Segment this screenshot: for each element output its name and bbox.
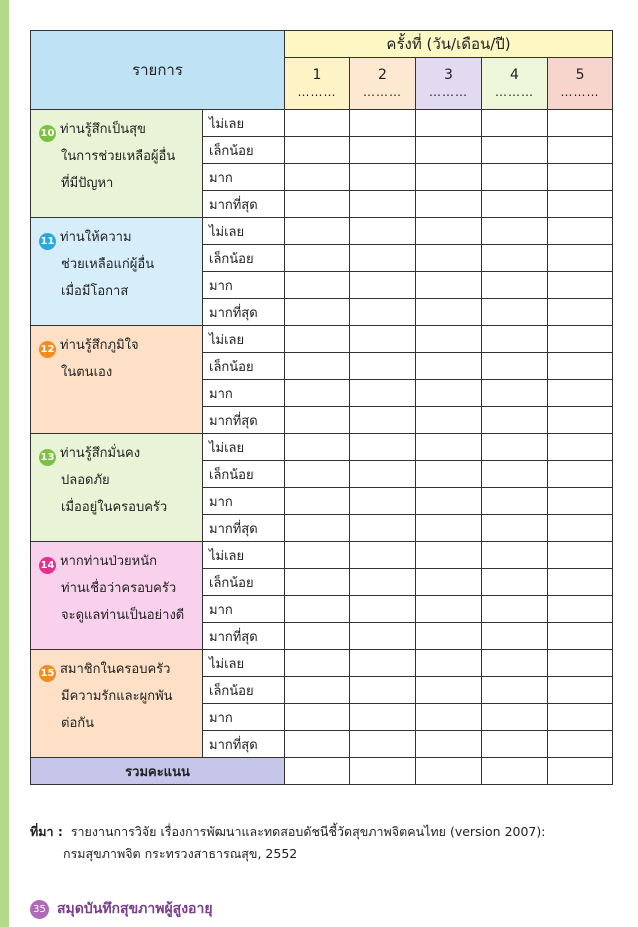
score-cell[interactable] xyxy=(482,191,548,218)
score-cell[interactable] xyxy=(350,704,416,731)
total-cell[interactable] xyxy=(285,758,350,785)
score-cell[interactable] xyxy=(350,677,416,704)
score-cell[interactable] xyxy=(482,299,548,326)
score-cell[interactable] xyxy=(548,191,613,218)
score-cell[interactable] xyxy=(350,245,416,272)
score-cell[interactable] xyxy=(416,731,482,758)
score-cell[interactable] xyxy=(416,299,482,326)
score-cell[interactable] xyxy=(350,434,416,461)
score-cell[interactable] xyxy=(482,110,548,137)
level-label: ไม่เลย xyxy=(203,434,285,461)
score-cell[interactable] xyxy=(548,434,613,461)
level-label: มาก xyxy=(203,704,285,731)
source-label: ที่มา : xyxy=(30,824,63,839)
item-text-line xyxy=(39,656,196,683)
score-cell[interactable] xyxy=(482,326,548,353)
score-cell[interactable] xyxy=(482,380,548,407)
score-cell[interactable] xyxy=(482,218,548,245)
score-cell[interactable] xyxy=(482,515,548,542)
left-decorative-strip xyxy=(0,0,9,927)
table-row xyxy=(31,326,613,353)
item-text-line: ที่มีปัญหา xyxy=(61,176,114,191)
score-cell[interactable] xyxy=(350,137,416,164)
item-10 xyxy=(31,110,203,218)
score-cell[interactable] xyxy=(285,461,350,488)
level-label: ไม่เลย xyxy=(203,326,285,353)
item-12 xyxy=(31,326,203,434)
total-row xyxy=(31,758,613,785)
score-cell[interactable] xyxy=(482,245,548,272)
score-cell[interactable] xyxy=(482,434,548,461)
score-cell[interactable] xyxy=(285,569,350,596)
table-row xyxy=(31,650,613,677)
score-cell[interactable] xyxy=(350,596,416,623)
score-cell[interactable] xyxy=(350,542,416,569)
item-text-line: ท่านเชื่อว่าครอบครัว xyxy=(61,581,177,596)
score-cell[interactable] xyxy=(285,650,350,677)
item-text: สมาชิกในครอบครัว xyxy=(60,662,171,677)
item-14 xyxy=(31,542,203,650)
level-label: มากที่สุด xyxy=(203,191,285,218)
score-cell[interactable] xyxy=(416,704,482,731)
score-cell[interactable] xyxy=(285,704,350,731)
score-cell[interactable] xyxy=(285,110,350,137)
score-cell[interactable] xyxy=(350,326,416,353)
level-label: เล็กน้อย xyxy=(203,353,285,380)
item-header: รายการ xyxy=(31,31,285,110)
score-cell[interactable] xyxy=(548,353,613,380)
score-cell[interactable] xyxy=(416,623,482,650)
score-cell[interactable] xyxy=(548,110,613,137)
score-cell[interactable] xyxy=(482,704,548,731)
item-text: ท่านรู้สึกมั่นคง xyxy=(60,446,141,461)
table-row xyxy=(31,434,613,461)
level-label: มาก xyxy=(203,596,285,623)
item-text-line xyxy=(39,116,196,143)
score-cell[interactable] xyxy=(350,515,416,542)
item-text-line: ช่วยเหลือแก่ผู้อื่น xyxy=(61,257,155,272)
score-cell[interactable] xyxy=(416,110,482,137)
score-cell[interactable] xyxy=(416,245,482,272)
score-cell[interactable] xyxy=(285,488,350,515)
total-cell[interactable] xyxy=(482,758,548,785)
score-cell[interactable] xyxy=(350,191,416,218)
score-cell[interactable] xyxy=(285,542,350,569)
score-cell[interactable] xyxy=(416,677,482,704)
score-cell[interactable] xyxy=(416,650,482,677)
score-cell[interactable] xyxy=(482,596,548,623)
score-cell[interactable] xyxy=(350,461,416,488)
total-cell[interactable] xyxy=(416,758,482,785)
item-text-line: ในตนเอง xyxy=(61,365,113,380)
item-number-badge: 13 xyxy=(39,449,56,466)
table-row xyxy=(31,542,613,569)
item-text-line xyxy=(39,332,196,359)
total-label: รวมคะแนน xyxy=(31,758,285,785)
score-cell[interactable] xyxy=(548,677,613,704)
score-cell[interactable] xyxy=(350,650,416,677)
score-cell[interactable] xyxy=(416,137,482,164)
score-cell[interactable] xyxy=(482,137,548,164)
level-label: มาก xyxy=(203,272,285,299)
score-cell[interactable] xyxy=(416,326,482,353)
score-cell[interactable] xyxy=(548,299,613,326)
assessment-table xyxy=(30,30,613,785)
item-text-line xyxy=(39,440,196,467)
score-cell[interactable] xyxy=(285,218,350,245)
table-row xyxy=(31,218,613,245)
score-cell[interactable] xyxy=(482,272,548,299)
score-cell[interactable] xyxy=(285,137,350,164)
score-cell[interactable] xyxy=(416,380,482,407)
item-text: ท่านให้ความ xyxy=(60,230,132,245)
level-label: ไม่เลย xyxy=(203,218,285,245)
score-cell[interactable] xyxy=(548,542,613,569)
score-cell[interactable] xyxy=(482,542,548,569)
score-cell[interactable] xyxy=(416,542,482,569)
item-text: หากท่านป่วยหนัก xyxy=(60,554,157,569)
item-text: ท่านรู้สึกภูมิใจ xyxy=(60,338,139,353)
level-label: มากที่สุด xyxy=(203,407,285,434)
score-cell[interactable] xyxy=(548,650,613,677)
score-cell[interactable] xyxy=(350,272,416,299)
item-13 xyxy=(31,434,203,542)
score-cell[interactable] xyxy=(416,191,482,218)
column-3-header: 3 ……… xyxy=(416,58,482,110)
score-cell[interactable] xyxy=(548,164,613,191)
level-label: ไม่เลย xyxy=(203,110,285,137)
score-cell[interactable] xyxy=(482,650,548,677)
level-label: มาก xyxy=(203,164,285,191)
level-label: มากที่สุด xyxy=(203,731,285,758)
source-note xyxy=(30,821,620,865)
item-text-line: มีความรักและผูกพัน xyxy=(61,689,173,704)
score-cell[interactable] xyxy=(285,515,350,542)
source-line-1: รายงานการวิจัย เรื่องการพัฒนาและทดสอบดัชนีชี้วัดสุขภาพจิตคนไทย (version 2007): xyxy=(70,824,546,839)
level-label: มากที่สุด xyxy=(203,623,285,650)
score-cell[interactable] xyxy=(482,731,548,758)
score-cell[interactable] xyxy=(285,245,350,272)
score-cell[interactable] xyxy=(285,677,350,704)
item-15 xyxy=(31,650,203,758)
score-cell[interactable] xyxy=(350,488,416,515)
source-line-2: กรมสุขภาพจิต กระทรวงสาธารณสุข, 2552 xyxy=(63,846,298,861)
page-footer xyxy=(30,898,213,920)
score-cell[interactable] xyxy=(548,461,613,488)
level-label: เล็กน้อย xyxy=(203,137,285,164)
score-cell[interactable] xyxy=(285,407,350,434)
score-cell[interactable] xyxy=(350,623,416,650)
level-label: มาก xyxy=(203,380,285,407)
score-cell[interactable] xyxy=(350,110,416,137)
score-cell[interactable] xyxy=(285,731,350,758)
item-text-line: จะดูแลท่านเป็นอย่างดี xyxy=(61,608,185,623)
score-cell[interactable] xyxy=(350,407,416,434)
total-cell[interactable] xyxy=(350,758,416,785)
level-label: มากที่สุด xyxy=(203,299,285,326)
score-cell[interactable] xyxy=(285,434,350,461)
score-cell[interactable] xyxy=(416,596,482,623)
score-cell[interactable] xyxy=(548,623,613,650)
score-cell[interactable] xyxy=(350,731,416,758)
score-cell[interactable] xyxy=(285,164,350,191)
score-cell[interactable] xyxy=(285,596,350,623)
score-cell[interactable] xyxy=(482,164,548,191)
score-cell[interactable] xyxy=(416,488,482,515)
item-11 xyxy=(31,218,203,326)
score-cell[interactable] xyxy=(548,245,613,272)
times-header: ครั้งที่ (วัน/เดือน/ปี) xyxy=(285,31,613,58)
score-cell[interactable] xyxy=(482,623,548,650)
item-text-line: ต่อกัน xyxy=(61,716,95,731)
score-cell[interactable] xyxy=(548,218,613,245)
column-4-header: 4 ……… xyxy=(482,58,548,110)
score-cell[interactable] xyxy=(416,569,482,596)
score-cell[interactable] xyxy=(548,380,613,407)
score-cell[interactable] xyxy=(350,299,416,326)
level-label: มาก xyxy=(203,488,285,515)
item-text: ท่านรู้สึกเป็นสุข xyxy=(60,122,146,137)
score-cell[interactable] xyxy=(482,353,548,380)
score-cell[interactable] xyxy=(416,461,482,488)
level-label: เล็กน้อย xyxy=(203,245,285,272)
item-text-line: ในการช่วยเหลือผู้อื่น xyxy=(61,149,176,164)
score-cell[interactable] xyxy=(548,569,613,596)
score-cell[interactable] xyxy=(548,515,613,542)
score-cell[interactable] xyxy=(548,731,613,758)
score-cell[interactable] xyxy=(350,353,416,380)
score-cell[interactable] xyxy=(482,461,548,488)
score-cell[interactable] xyxy=(285,353,350,380)
item-number-badge: 12 xyxy=(39,341,56,358)
item-text-line: เมื่ออยู่ในครอบครัว xyxy=(61,500,168,515)
column-1-header: 1 ……… xyxy=(285,58,350,110)
score-cell[interactable] xyxy=(350,218,416,245)
table-row xyxy=(31,110,613,137)
score-cell[interactable] xyxy=(482,488,548,515)
level-label: เล็กน้อย xyxy=(203,677,285,704)
assessment-page xyxy=(30,30,612,785)
level-label: เล็กน้อย xyxy=(203,461,285,488)
item-number-badge: 15 xyxy=(39,665,56,682)
item-number-badge: 11 xyxy=(39,233,56,250)
score-cell[interactable] xyxy=(548,488,613,515)
score-cell[interactable] xyxy=(548,704,613,731)
score-cell[interactable] xyxy=(416,164,482,191)
level-label: ไม่เลย xyxy=(203,542,285,569)
score-cell[interactable] xyxy=(416,515,482,542)
footer-title: สมุดบันทึกสุขภาพผู้สูงอายุ xyxy=(57,901,213,917)
score-cell[interactable] xyxy=(482,407,548,434)
score-cell[interactable] xyxy=(350,164,416,191)
score-cell[interactable] xyxy=(285,299,350,326)
score-cell[interactable] xyxy=(416,407,482,434)
score-cell[interactable] xyxy=(416,218,482,245)
score-cell[interactable] xyxy=(350,380,416,407)
score-cell[interactable] xyxy=(416,353,482,380)
score-cell[interactable] xyxy=(285,380,350,407)
score-cell[interactable] xyxy=(285,623,350,650)
score-cell[interactable] xyxy=(285,272,350,299)
score-cell[interactable] xyxy=(285,191,350,218)
score-cell[interactable] xyxy=(548,407,613,434)
level-label: มากที่สุด xyxy=(203,515,285,542)
score-cell[interactable] xyxy=(548,596,613,623)
item-text-line: เมื่อมีโอกาส xyxy=(61,284,129,299)
score-cell[interactable] xyxy=(416,272,482,299)
score-cell[interactable] xyxy=(285,326,350,353)
score-cell[interactable] xyxy=(416,434,482,461)
item-text-line: ปลอดภัย xyxy=(61,473,110,488)
item-number-badge: 10 xyxy=(39,125,56,142)
score-cell[interactable] xyxy=(482,569,548,596)
score-cell[interactable] xyxy=(350,569,416,596)
level-label: ไม่เลย xyxy=(203,650,285,677)
column-2-header: 2 ……… xyxy=(350,58,416,110)
item-text-line xyxy=(39,224,196,251)
column-5-header: 5 ……… xyxy=(548,58,613,110)
item-number-badge: 14 xyxy=(39,557,56,574)
score-cell[interactable] xyxy=(548,272,613,299)
score-cell[interactable] xyxy=(482,677,548,704)
item-text-line xyxy=(39,548,196,575)
score-cell[interactable] xyxy=(548,137,613,164)
total-cell[interactable] xyxy=(548,758,613,785)
level-label: เล็กน้อย xyxy=(203,569,285,596)
page-number: 35 xyxy=(30,900,49,919)
score-cell[interactable] xyxy=(548,326,613,353)
